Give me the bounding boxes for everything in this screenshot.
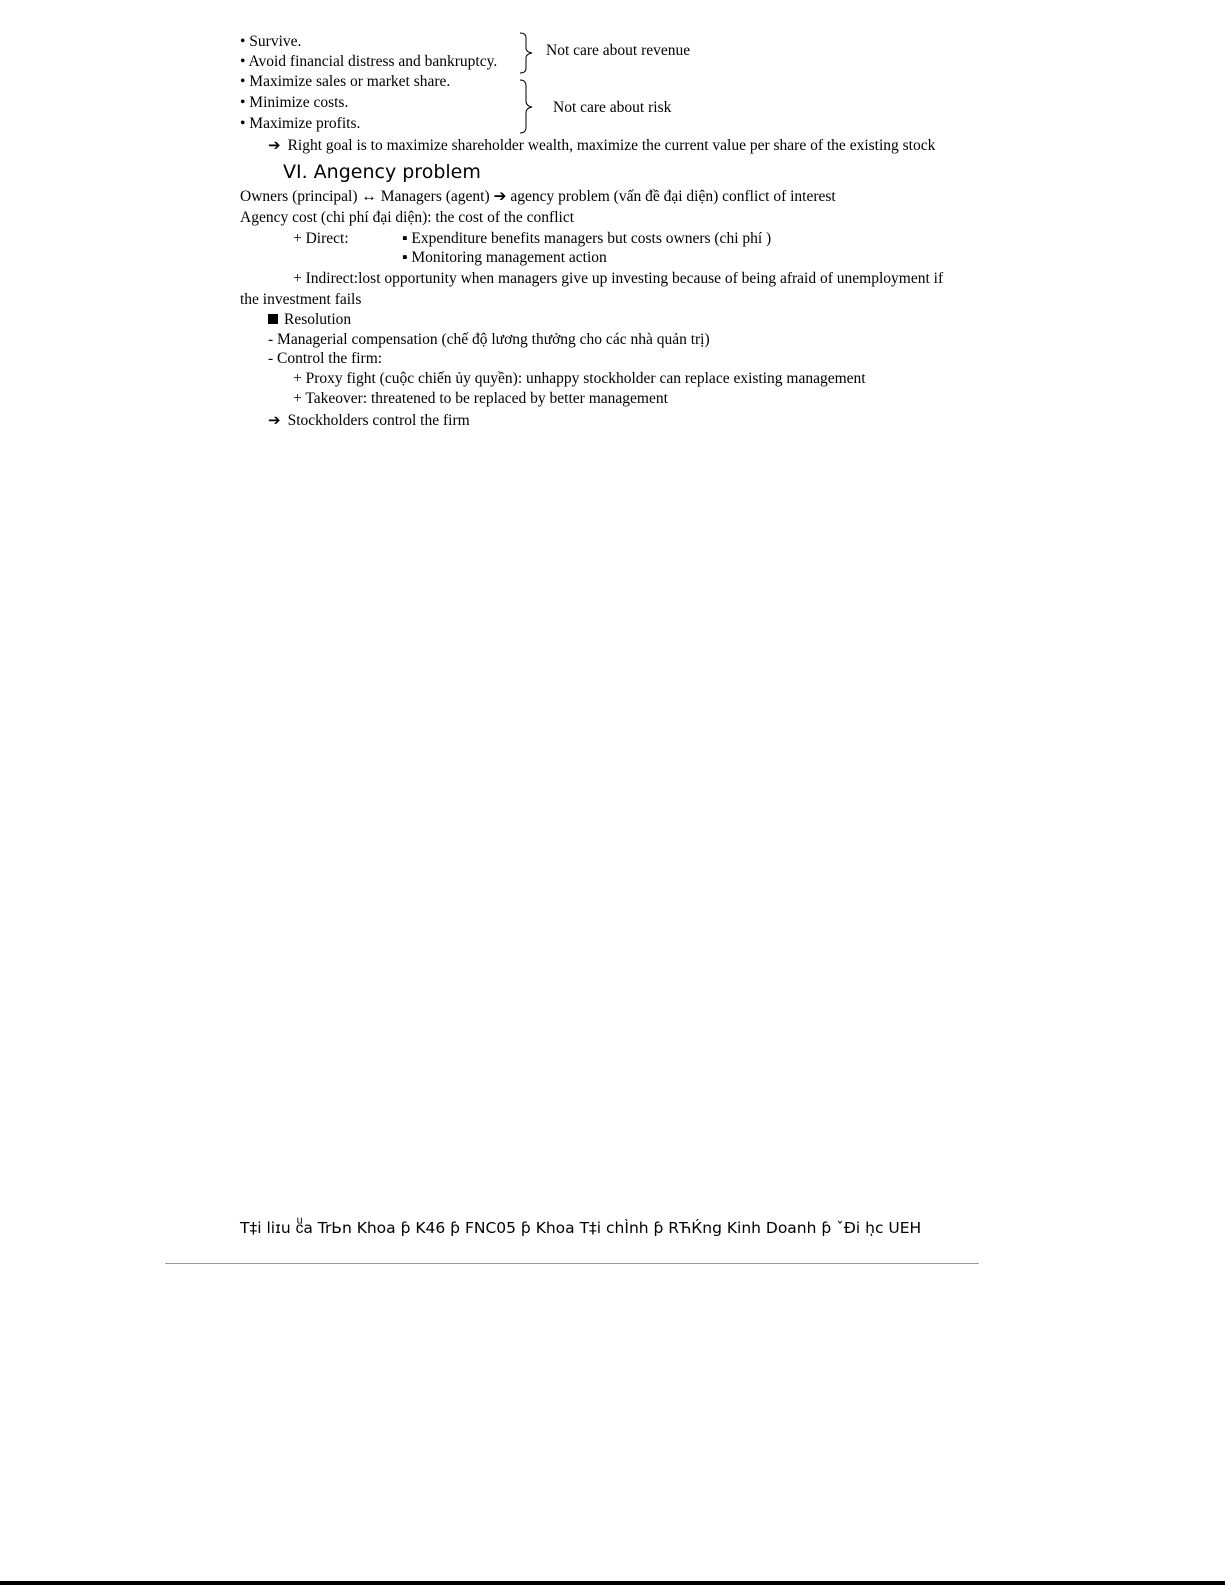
resolution-sub1: + Proxy fight (cuộc chiến ủy quyền): unhappy stockholder can replace existing management [293, 370, 866, 387]
brace1-label: Not care about revenue [546, 42, 691, 59]
resolution-sub2: + Takeover: threatened to be replaced by better management [293, 390, 668, 407]
indirect-line1: + Indirect:lost opportunity when managers give up investing because of being afraid of unemployment if [293, 270, 944, 287]
indirect-line2: the investment fails [240, 291, 362, 308]
goal-conclusion [268, 135, 935, 156]
footer-divider [165, 1263, 979, 1264]
page-footer-text: T‡i liɪu cͧa TrЬn Khoa ƥ K46 ƥ FNC05 ƥ Khoa T‡i chÌnh ƥ RЋЌng Kinh Doanh ƥ ˇĐi hͅc UEH [240, 1219, 922, 1237]
right-brace-icon [518, 32, 540, 74]
goal-min-costs: • Minimize costs. [240, 94, 349, 111]
agency-line1: Owners (principal) ↔ Managers (agent) ➔ agency problem (vấn đề đại diện) conflict of interest [240, 188, 836, 205]
square-bullet-icon [268, 314, 278, 324]
goal-survive: • Survive. [240, 33, 302, 50]
page-bottom-border [0, 1581, 1225, 1585]
agency-line2: Agency cost (chi phí đại diện): the cost of the conflict [240, 209, 575, 226]
right-brace-icon [518, 79, 540, 134]
resolution-conclusion-text: Stockholders control the firm [287, 412, 470, 429]
resolution-item1: - Managerial compensation (chế độ lương thưởng cho các nhà quản trị) [268, 331, 710, 348]
arrow-right-icon: ➔ [268, 411, 281, 429]
brace2-label: Not care about risk [553, 99, 672, 116]
goal-max-sales: • Maximize sales or market share. [240, 73, 451, 90]
goal-max-profits: • Maximize profits. [240, 115, 361, 132]
resolution-conclusion [268, 410, 470, 431]
resolution-item2: - Control the firm: [268, 350, 383, 367]
goal-avoid-distress: • Avoid financial distress and bankruptcy. [240, 53, 498, 70]
section-heading: VI. Angency problem [283, 161, 481, 183]
goal-conclusion-text: Right goal is to maximize shareholder wealth, maximize the current value per share of the existing stock [287, 137, 936, 154]
direct-item2: ▪ Monitoring management action [402, 249, 607, 266]
resolution-title-text: Resolution [284, 311, 352, 328]
arrow-right-icon: ➔ [268, 136, 281, 154]
direct-label: + Direct: [293, 230, 349, 247]
direct-item1: ▪ Expenditure benefits managers but costs owners (chi phí ) [402, 230, 772, 247]
resolution-title [268, 310, 351, 330]
